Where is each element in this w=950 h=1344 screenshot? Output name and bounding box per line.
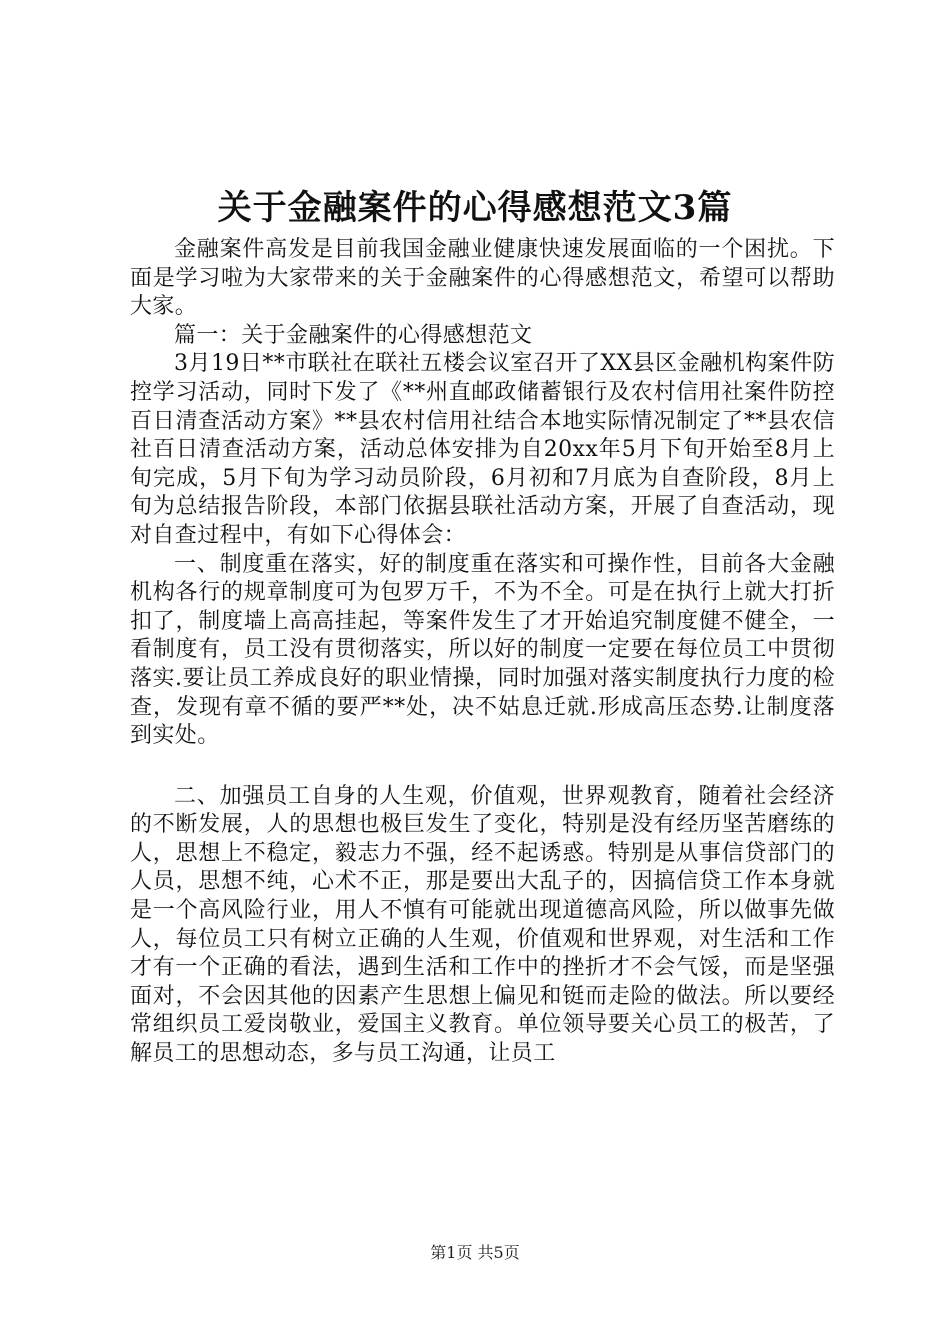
intro-paragraph: 金融案件高发是目前我国金融业健康快速发展面临的一个困扰。下面是学习啦为大家带来的关于金融案件的心得感想范文，希望可以帮助大家。 xyxy=(130,237,835,320)
body-paragraph: 3月19日**市联社在联社五楼会议室召开了XX县区金融机构案件防控学习活动，同时下发了《**州直邮政储蓄银行及农村信用社案件防控百日清查活动方案》**县农村信用社结合本地实际情况制定了**县农信社百日清查活动方案，活动总体安排为自20xx年5月下旬开始至8月上旬完成，5月下旬为学习动员阶段，6月初和7月底为自查阶段，8月上旬为总结报告阶段，本部门依据县联社活动方案，开展了自查活动，现对自查过程中，有如下心得体会： xyxy=(130,351,835,548)
page-footer: 第1页 共5页 xyxy=(430,1243,520,1262)
document-body xyxy=(130,236,835,1069)
body-paragraph: 一、制度重在落实，好的制度重在落实和可操作性，目前各大金融机构各行的规章制度可为包罗万千，不为不全。可是在执行上就大打折扣了，制度墙上高高挂起，等案件发生了才开始追究制度健不健全，一看制度有，员工没有贯彻落实，所以好的制度一定要在每位员工中贯彻落实.要让员工养成良好的职业情操，同时加强对落实制度执行力度的检查，发现有章不循的要严**处，决不姑息迁就.形成高压态势.让制度落到实处。 xyxy=(130,551,835,749)
body-paragraph: 二、加强员工自身的人生观，价值观，世界观教育，随着社会经济的不断发展，人的思想也极巨发生了变化，特别是没有经历坚苦磨练的人，思想上不稳定，毅志力不强，经不起诱惑。特别是从事信贷部门的人员，思想不纯，心术不正，那是要出大乱子的，因搞信贷工作本身就是一个高风险行业，用人不慎有可能就出现道德高风险，所以做事先做人，每位员工只有树立正确的人生观，价值观和世界观，对生活和工作才有一个正确的看法，遇到生活和工作中的挫折才不会气馁，而是坚强面对，不会因其他的因素产生思想上偏见和铤而走险的做法。所以要经常组织员工爱岗敬业，爱国主义教育。单位领导要关心员工的极苦，了解员工的思想动态，多与员工沟通，让员工 xyxy=(130,783,835,1067)
section-heading: 篇一：关于金融案件的心得感想范文 xyxy=(174,322,533,348)
document-title: 关于金融案件的心得感想范文3篇 xyxy=(217,188,733,228)
